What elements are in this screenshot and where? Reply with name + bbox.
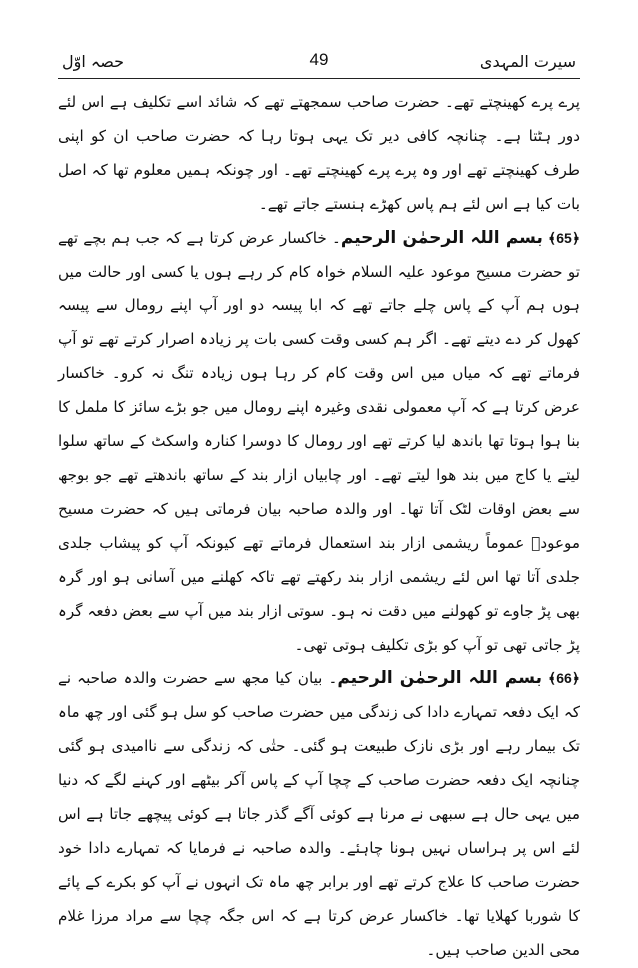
paragraph-number: ﴿65﴾	[548, 229, 581, 246]
paragraph-text: پرے پرے کھینچتے تھے۔ حضرت صاحب سمجھتے تھے کہ شائد اسے تکلیف ہے اس لئے دور ہٹتا ہے۔ چنانچہ کافی دیر تک یہی ہوتا رہا کہ حضرت صاحب ان کو اپنی طرف کھینچتے تھے اور وہ پرے پرے کھینچتے تھے۔ اور چونکہ ہمیں معلوم تھا کہ اصل بات کیا ہے اس لئے ہم پاس کھڑے ہنستے جاتے تھے۔	[58, 93, 580, 213]
page-body	[58, 86, 580, 968]
paragraph-65	[58, 222, 580, 663]
page-header	[58, 50, 580, 79]
paragraph-continuation	[58, 86, 580, 222]
book-title: سیرت المہدی	[479, 52, 576, 71]
paragraph-number: ﴿66﴾	[548, 670, 580, 687]
part-label: حصہ اوّل	[62, 52, 125, 71]
page-number: 49	[309, 50, 329, 69]
bismillah-heading: بسم اللہ الرحمٰن الرحیم	[337, 668, 542, 689]
paragraph-text: ۔ خاکسار عرض کرتا ہے کہ جب ہم بچے تھے تو حضرت مسیح موعود علیہ السلام خواہ کام کر رہے ہوں یا کسی اور حالت میں ہوں ہم آپ کے پاس چلے جاتے تھے کہ ابا پیسہ دو اور آپ اپنے رومال سے پیسہ کھول کر دے دیتے تھے۔ اگر ہم کسی وقت کسی بات پر زیادہ اصرار کرتے تھے تو آپ فرماتے تھے کہ میاں میں اس وقت کام کر رہا ہوں زیادہ تنگ نہ کرو۔ خاکسار عرض کرتا ہے کہ آپ معمولی نقدی وغیرہ اپنے رومال میں جو بڑے سائز کا ململ کا بنا ہوا ہوتا تھا باندھ لیا کرتے تھے اور رومال کا دوسرا کنارہ واسکٹ کے ساتھ سلوا لیتے یا کاج میں بند ھوا لیتے تھے۔ اور چابیاں ازار بند کے ساتھ باندھتے تھے جو بوجھ سے بعض اوقات لٹک آتا تھا۔ اور والدہ صاحبہ بیان فرماتی ہیں کہ حضرت مسیح موعودؑ عموماً ریشمی ازار بند استعمال فرماتے تھے کیونکہ آپ کو پیشاب جلدی جلدی آتا تھا اس لئے ریشمی ازار بند رکھتے تھے تاکہ کھلنے میں آسانی ہو اور گرہ بھی پڑ جاوے تو کھولنے میں دقت نہ ہو۔ سوتی ازار بند میں آپ سے بعض دفعہ گرہ پڑ جاتی تھی تو آپ کو بڑی تکلیف ہوتی تھی۔	[58, 228, 580, 654]
bismillah-heading: بسم اللہ الرحمٰن الرحیم	[340, 227, 543, 248]
paragraph-66	[58, 662, 580, 967]
paragraph-text: ۔ بیان کیا مجھ سے حضرت والدہ صاحبہ نے کہ ایک دفعہ تمہارے دادا کی زندگی میں حضرت صاحب کو سل ہو گئی اور چھ ماہ تک بیمار رہے اور بڑی نازک طبیعت ہو گئی۔ حتٰی کہ زندگی سے ناامیدی ہو گئی چنانچہ ایک دفعہ حضرت صاحب کے چچا آپ کے پاس آکر بیٹھے اور کہنے لگے کہ دنیا میں یہی حال ہے سبھی نے مرنا ہے کوئی آگے گذر جاتا ہے کوئی پیچھے جاتا ہے اس لئے اس پر ہراساں نہیں ہونا چاہئے۔ والدہ صاحبہ نے فرمایا کہ تمہارے دادا خود حضرت صاحب کا علاج کرتے تھے اور برابر چھ ماہ تک انہوں نے آپ کو بکرے کے پائے کا شوربا کھلایا تھا۔ خاکسار عرض کرتا ہے کہ اس جگہ چچا سے مراد مرزا غلام محی الدین صاحب ہیں۔	[58, 669, 580, 959]
